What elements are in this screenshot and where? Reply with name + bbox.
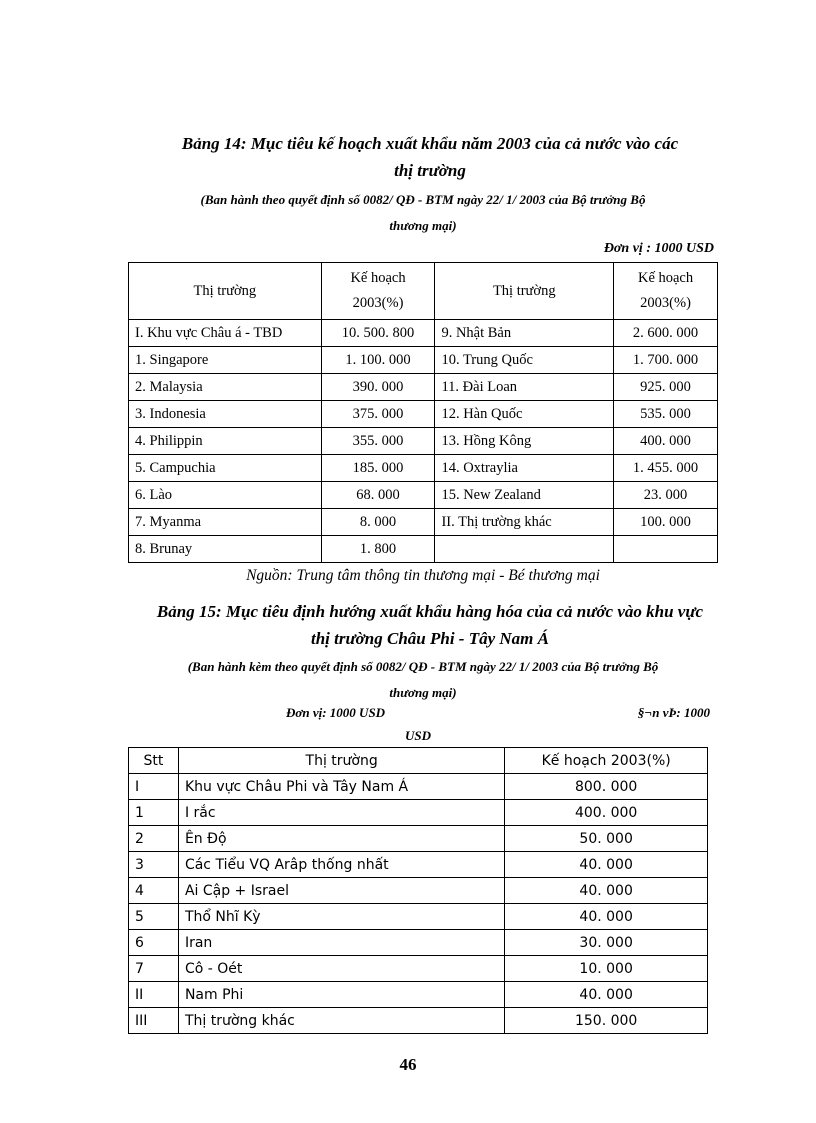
- table14-cell-plan-left: 10. 500. 800: [321, 320, 435, 347]
- table15-cell-market: Thổ Nhĩ Kỳ: [178, 904, 504, 930]
- table-row: [129, 904, 708, 930]
- table15-header-row: [129, 748, 708, 774]
- table-row: [129, 878, 708, 904]
- table14-cell-market-left: 8. Brunay: [129, 536, 322, 563]
- table15-cell-stt: 6: [129, 930, 179, 956]
- table14-title-line2: thị trường: [394, 161, 466, 180]
- table-row: [129, 826, 708, 852]
- table14-cell-market-right: 10. Trung Quốc: [435, 347, 614, 374]
- table15-cell-plan: 800. 000: [505, 774, 708, 800]
- table-row: [129, 347, 718, 374]
- table15-cell-market: Thị trường khác: [178, 1008, 504, 1034]
- table14-cell-plan-right: 925. 000: [614, 374, 718, 401]
- table-row: [129, 774, 708, 800]
- table14-cell-plan-right: 535. 000: [614, 401, 718, 428]
- table14-subtitle-line2: thương mại): [389, 218, 457, 233]
- source-note: Nguồn: Trung tâm thông tin thương mại - Bé thương mại: [246, 567, 600, 584]
- table15-cell-plan: 400. 000: [505, 800, 708, 826]
- table15-cell-stt: 7: [129, 956, 179, 982]
- table-row: [129, 852, 708, 878]
- table15-header-stt: Stt: [129, 748, 179, 774]
- table14-cell-plan-right: 1. 700. 000: [614, 347, 718, 374]
- table15-cell-stt: 5: [129, 904, 179, 930]
- table14-cell-plan-left: 375. 000: [321, 401, 435, 428]
- table15-cell-stt: III: [129, 1008, 179, 1034]
- table14-cell-market-right: 14. Oxtraylia: [435, 455, 614, 482]
- table15-cell-plan: 10. 000: [505, 956, 708, 982]
- table-row: [129, 956, 708, 982]
- table14-cell-market-right: 11. Đài Loan: [435, 374, 614, 401]
- table14-cell-market-left: 3. Indonesia: [129, 401, 322, 428]
- table14-cell-market-right: 12. Hàn Quốc: [435, 401, 614, 428]
- table15-cell-market: Nam Phi: [178, 982, 504, 1008]
- table15-cell-market: Ên Độ: [178, 826, 504, 852]
- table14-cell-market-left: 2. Malaysia: [129, 374, 322, 401]
- table-row: [129, 800, 708, 826]
- table15-cell-plan: 30. 000: [505, 930, 708, 956]
- table14-cell-market-right: [435, 536, 614, 563]
- table14-cell-market-right: 15. New Zealand: [435, 482, 614, 509]
- table14-cell-market-right: II. Thị trường khác: [435, 509, 614, 536]
- table15-cell-stt: II: [129, 982, 179, 1008]
- table14-cell-plan-right: 100. 000: [614, 509, 718, 536]
- table15: [128, 747, 708, 1034]
- table15-cell-stt: 2: [129, 826, 179, 852]
- table14-unit: Đơn vị : 1000 USD: [603, 241, 714, 256]
- table15-cell-plan: 50. 000: [505, 826, 708, 852]
- table15-title-line2: thị trường Châu Phi - Tây Nam Á: [311, 629, 549, 648]
- table15-cell-plan: 40. 000: [505, 904, 708, 930]
- table14-title-line1: Bảng 14: Mục tiêu kế hoạch xuất khẩu năm 2003 của cả nước vào các: [181, 134, 679, 153]
- table14-cell-plan-right: [614, 536, 718, 563]
- table15-cell-market: I rắc: [178, 800, 504, 826]
- table15-cell-market: Ai Cập + Israel: [178, 878, 504, 904]
- table15-subtitle-line1: (Ban hành kèm theo quyết định số 0082/ QĐ - BTM ngày 22/ 1/ 2003 của Bộ trưởng Bộ: [187, 659, 659, 674]
- table14-header-market-right: Thị trường: [435, 263, 614, 320]
- table14-cell-market-left: 4. Philippin: [129, 428, 322, 455]
- table14-header-market-left: Thị trường: [129, 263, 322, 320]
- table14-cell-market-left: I. Khu vực Châu á - TBD: [129, 320, 322, 347]
- table15-unit-garbled: §¬n vÞ: 1000: [637, 705, 710, 720]
- table-row: [129, 1008, 708, 1034]
- table14-header-plan-left: [321, 263, 435, 320]
- table15-cell-plan: 40. 000: [505, 852, 708, 878]
- page-number: 46: [399, 1055, 417, 1074]
- table14-cell-market-left: 7. Myanma: [129, 509, 322, 536]
- table-row: [129, 320, 718, 347]
- table14-cell-plan-left: 355. 000: [321, 428, 435, 455]
- table14-cell-plan-left: 68. 000: [321, 482, 435, 509]
- table14-body: [129, 263, 718, 563]
- table14-cell-plan-right: 1. 455. 000: [614, 455, 718, 482]
- table-row: [129, 982, 708, 1008]
- table14-subtitle-line1: (Ban hành theo quyết định số 0082/ QĐ - BTM ngày 22/ 1/ 2003 của Bộ trưởng Bộ: [200, 192, 646, 207]
- table-row: [129, 509, 718, 536]
- table14-cell-plan-left: 185. 000: [321, 455, 435, 482]
- table15-cell-stt: 4: [129, 878, 179, 904]
- table15-body: [129, 748, 708, 1034]
- table-row: [129, 536, 718, 563]
- table14-header-plan-right-line2: 2003(%): [640, 295, 691, 311]
- table15-cell-market: Các Tiểu VQ Arâp thống nhất: [178, 852, 504, 878]
- table14-cell-plan-left: 8. 000: [321, 509, 435, 536]
- table14-cell-plan-right: 2. 600. 000: [614, 320, 718, 347]
- table14-header-plan-left-line2: 2003(%): [352, 295, 404, 311]
- table14-cell-plan-left: 1. 100. 000: [321, 347, 435, 374]
- table15-cell-stt: 3: [129, 852, 179, 878]
- table14-cell-plan-right: 23. 000: [614, 482, 718, 509]
- table15-cell-plan: 40. 000: [505, 878, 708, 904]
- table14-cell-plan-left: 1. 800: [321, 536, 435, 563]
- table14-cell-plan-right: 400. 000: [614, 428, 718, 455]
- table14-cell-market-left: 6. Lào: [129, 482, 322, 509]
- table-row: [129, 374, 718, 401]
- table15-unit: Đơn vị: 1000 USD: [286, 705, 386, 720]
- table-row: [129, 930, 708, 956]
- table15-cell-market: Cô - Oét: [178, 956, 504, 982]
- table15-unit-wrap: USD: [405, 728, 432, 743]
- table15-cell-plan: 40. 000: [505, 982, 708, 1008]
- table14-header-row: [129, 263, 718, 320]
- table-row: [129, 455, 718, 482]
- table14-cell-plan-left: 390. 000: [321, 374, 435, 401]
- table15-cell-market: Iran: [178, 930, 504, 956]
- table-row: [129, 428, 718, 455]
- table15-cell-market: Khu vực Châu Phi và Tây Nam Á: [178, 774, 504, 800]
- table15-title-line1: Bảng 15: Mục tiêu định hướng xuất khẩu hàng hóa của cả nước vào khu vực: [156, 602, 704, 621]
- table14: [128, 262, 718, 563]
- table15-cell-stt: I: [129, 774, 179, 800]
- table14-cell-market-right: 13. Hồng Kông: [435, 428, 614, 455]
- table14-cell-market-left: 5. Campuchia: [129, 455, 322, 482]
- table14-header-plan-left-line1: Kế hoạch: [350, 270, 406, 286]
- table15-cell-plan: 150. 000: [505, 1008, 708, 1034]
- table-row: [129, 401, 718, 428]
- table15-header-plan: Kế hoạch 2003(%): [505, 748, 708, 774]
- table15-subtitle-line2: thương mại): [389, 685, 457, 700]
- table15-cell-stt: 1: [129, 800, 179, 826]
- table14-header-plan-right-line1: Kế hoạch: [637, 270, 694, 286]
- table-row: [129, 482, 718, 509]
- table14-cell-market-left: 1. Singapore: [129, 347, 322, 374]
- table15-header-market: Thị trường: [178, 748, 504, 774]
- table14-header-plan-right: [614, 263, 718, 320]
- table14-cell-market-right: 9. Nhật Bản: [435, 320, 614, 347]
